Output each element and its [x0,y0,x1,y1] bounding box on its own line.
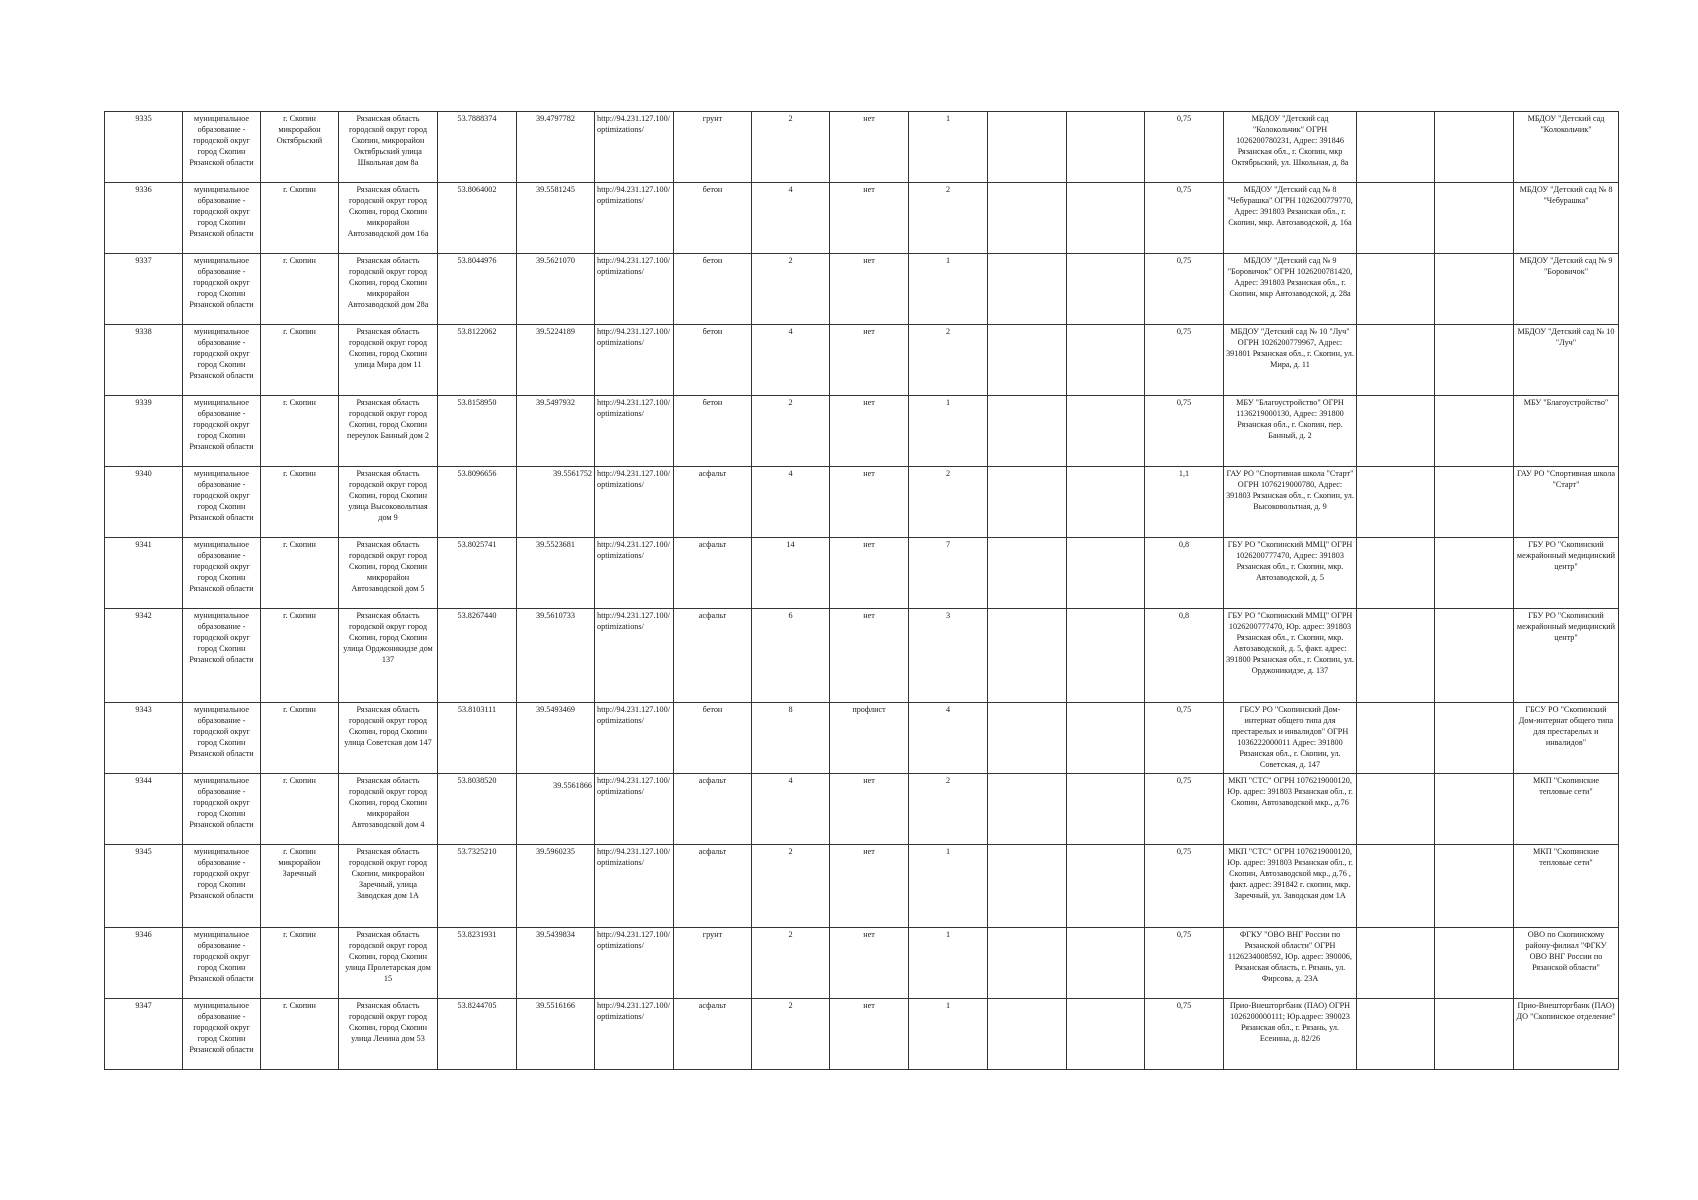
volume-cell: 0,75 [1145,112,1224,183]
owner-cell: Прио-Внешторгбанк (ПАО) ОГРН 1026200000111; Юр.адрес: 390023 Рязанская обл., г. Рязань, ул. Есенина, д. 82/26 [1224,999,1357,1070]
latitude-cell: 53.7325210 [438,845,517,928]
waste-source-cell: Прио-Внешторгбанк (ПАО) ДО "Скопинское отделение" [1514,999,1619,1070]
longitude-cell: 39.5561866 [517,774,595,845]
address-cell: Рязанская область городской округ город Скопин, город Скопин улица Орджоникидзе дом 137 [339,609,438,703]
waste-source-cell: МКП "Скопинские тепловые сети" [1514,774,1619,845]
owner-cell: ГБУ РО "Скопинский ММЦ" ОГРН 1026200777470, Адрес: 391803 Рязанская обл., г. Скопин, мкр. Автозаводской, д. 5 [1224,538,1357,609]
container-count-cell: 2 [752,845,830,928]
row-number: 9345 [105,845,183,928]
empty-cell [1357,999,1435,1070]
waste-source-cell: МБДОУ "Детский сад № 9 "Боровичок" [1514,254,1619,325]
capacity-cell: 1 [909,928,988,999]
url-cell: http://94.231.127.100/optimizations/ [595,325,674,396]
empty-cell [1067,774,1145,845]
fence-cell: нет [830,254,909,325]
waste-source-cell: ГБУ РО "Скопинский межрайонный медицинский центр" [1514,609,1619,703]
latitude-cell: 53.8267440 [438,609,517,703]
owner-cell: ГБСУ РО "Скопинский Дом-интернат общего типа для престарелых и инвалидов" ОГРН 1036222000011 Адрес: 391800 Рязанская обл., г. Скопин, ул. Советская, д. 147 [1224,703,1357,774]
latitude-cell: 53.8096656 [438,467,517,538]
row-number: 9340 [105,467,183,538]
capacity-cell: 7 [909,538,988,609]
capacity-cell: 3 [909,609,988,703]
longitude-cell: 39.5581245 [517,183,595,254]
empty-cell [1435,467,1514,538]
empty-cell [1067,703,1145,774]
url-cell: http://94.231.127.100/optimizations/ [595,774,674,845]
latitude-cell: 53.8103111 [438,703,517,774]
fence-cell: нет [830,396,909,467]
surface-cell: асфальт [674,999,752,1070]
waste-source-cell: МБДОУ "Детский сад № 10 "Луч" [1514,325,1619,396]
row-number: 9337 [105,254,183,325]
surface-cell: бетон [674,703,752,774]
address-cell: Рязанская область городской округ город Скопин, город Скопин микрорайон Автозаводской дом 4 [339,774,438,845]
volume-cell: 0,75 [1145,703,1224,774]
row-number: 9338 [105,325,183,396]
surface-cell: бетон [674,396,752,467]
url-cell: http://94.231.127.100/optimizations/ [595,183,674,254]
settlement-cell: г. Скопин микрорайон Октябрьский [261,112,339,183]
volume-cell: 0,8 [1145,609,1224,703]
empty-cell [988,325,1067,396]
empty-cell [1435,112,1514,183]
container-count-cell: 2 [752,928,830,999]
empty-cell [1067,845,1145,928]
address-cell: Рязанская область городской округ город Скопин, город Скопин улица Ленина дом 53 [339,999,438,1070]
fence-cell: нет [830,774,909,845]
empty-cell [1357,254,1435,325]
empty-cell [1067,467,1145,538]
fence-cell: нет [830,538,909,609]
empty-cell [1067,254,1145,325]
surface-cell: асфальт [674,609,752,703]
volume-cell: 0,8 [1145,538,1224,609]
empty-cell [1357,774,1435,845]
owner-cell: МКП "СТС" ОГРН 1076219000120, Юр. адрес: 391803 Рязанская обл., г. Скопин, Автозаводской мкр., д.76 , факт. адрес: 391842 г. скопин, мкр. Заречный, ул. Заводская дом 1А [1224,845,1357,928]
waste-source-cell: ОВО по Скопинскому району-филиал "ФГКУ ОВО ВНГ России по Рязанской области" [1514,928,1619,999]
empty-cell [1435,396,1514,467]
row-number: 9343 [105,703,183,774]
empty-cell [1357,609,1435,703]
url-cell: http://94.231.127.100/optimizations/ [595,928,674,999]
fence-cell: нет [830,112,909,183]
table-body [105,112,1619,1070]
latitude-cell: 53.8231931 [438,928,517,999]
url-cell: http://94.231.127.100/optimizations/ [595,609,674,703]
empty-cell [1067,999,1145,1070]
waste-source-cell: МКП "Скопинские тепловые сети" [1514,845,1619,928]
empty-cell [1435,609,1514,703]
municipality-cell: муниципальное образование - городской округ город Скопин Рязанской области [183,703,261,774]
surface-cell: бетон [674,325,752,396]
empty-cell [988,845,1067,928]
latitude-cell: 53.8038520 [438,774,517,845]
volume-cell: 0,75 [1145,396,1224,467]
municipality-cell: муниципальное образование - городской округ город Скопин Рязанской области [183,325,261,396]
settlement-cell: г. Скопин [261,396,339,467]
table-row [105,396,1619,467]
empty-cell [1357,325,1435,396]
table-row [105,112,1619,183]
municipality-cell: муниципальное образование - городской округ город Скопин Рязанской области [183,254,261,325]
owner-cell: ФГКУ "ОВО ВНГ России по Рязанской области" ОГРН 1126234008592, Юр. адрес: 390006, Рязанская область, г. Рязань, ул. Фирсова, д. 23А [1224,928,1357,999]
volume-cell: 0,75 [1145,183,1224,254]
url-cell: http://94.231.127.100/optimizations/ [595,538,674,609]
table-row [105,254,1619,325]
table-row [105,183,1619,254]
surface-cell: асфальт [674,845,752,928]
empty-cell [1067,183,1145,254]
surface-cell: грунт [674,112,752,183]
capacity-cell: 1 [909,254,988,325]
municipality-cell: муниципальное образование - городской округ город Скопин Рязанской области [183,538,261,609]
table-row [105,703,1619,774]
settlement-cell: г. Скопин [261,254,339,325]
empty-cell [988,928,1067,999]
fence-cell: нет [830,845,909,928]
capacity-cell: 2 [909,467,988,538]
capacity-cell: 2 [909,183,988,254]
volume-cell: 0,75 [1145,845,1224,928]
surface-cell: бетон [674,183,752,254]
address-cell: Рязанская область городской округ город Скопин, город Скопин улица Пролетарская дом 15 [339,928,438,999]
url-cell: http://94.231.127.100/optimizations/ [595,254,674,325]
longitude-cell: 39.5610733 [517,609,595,703]
waste-source-cell: ГБСУ РО "Скопинский Дом-интернат общего типа для престарелых и инвалидов" [1514,703,1619,774]
fence-cell: нет [830,325,909,396]
empty-cell [1357,928,1435,999]
waste-source-cell: МБДОУ "Детский сад "Колокольчик" [1514,112,1619,183]
settlement-cell: г. Скопин [261,928,339,999]
municipality-cell: муниципальное образование - городской округ город Скопин Рязанской области [183,928,261,999]
longitude-cell: 39.4797782 [517,112,595,183]
empty-cell [1435,774,1514,845]
municipality-cell: муниципальное образование - городской округ город Скопин Рязанской области [183,774,261,845]
empty-cell [1435,845,1514,928]
empty-cell [1067,396,1145,467]
container-count-cell: 2 [752,254,830,325]
municipality-cell: муниципальное образование - городской округ город Скопин Рязанской области [183,112,261,183]
empty-cell [1357,703,1435,774]
empty-cell [1357,396,1435,467]
address-cell: Рязанская область городской округ город Скопин, микрорайон Октябрьский улица Школьная дом 8а [339,112,438,183]
empty-cell [988,999,1067,1070]
address-cell: Рязанская область городской округ город Скопин, микрорайон Заречный, улица Заводская дом 1А [339,845,438,928]
volume-cell: 0,75 [1145,254,1224,325]
municipality-cell: муниципальное образование - городской округ город Скопин Рязанской области [183,845,261,928]
owner-cell: ГБУ РО "Скопинский ММЦ" ОГРН 1026200777470, Юр. адрес: 391803 Рязанская обл., г. Скопин, мкр. Автозаводской, д. 5, факт. адрес: 391800 Рязанская обл., г. Скопин, ул. Орджоникидзе, д. 137 [1224,609,1357,703]
empty-cell [1435,928,1514,999]
address-cell: Рязанская область городской округ город Скопин, город Скопин улица Мира дом 11 [339,325,438,396]
empty-cell [988,703,1067,774]
empty-cell [1357,112,1435,183]
container-count-cell: 2 [752,396,830,467]
waste-site-registry-table [104,111,1619,1070]
url-cell: http://94.231.127.100/optimizations/ [595,112,674,183]
fence-cell: нет [830,999,909,1070]
empty-cell [1435,254,1514,325]
table-row [105,928,1619,999]
container-count-cell: 6 [752,609,830,703]
empty-cell [1435,999,1514,1070]
row-number: 9346 [105,928,183,999]
row-number: 9347 [105,999,183,1070]
address-cell: Рязанская область городской округ город Скопин, город Скопин микрорайон Автозаводской дом 5 [339,538,438,609]
capacity-cell: 1 [909,999,988,1070]
municipality-cell: муниципальное образование - городской округ город Скопин Рязанской области [183,999,261,1070]
fence-cell: нет [830,183,909,254]
address-cell: Рязанская область городской округ город Скопин, город Скопин микрорайон Автозаводской дом 28а [339,254,438,325]
surface-cell: бетон [674,254,752,325]
surface-cell: асфальт [674,774,752,845]
settlement-cell: г. Скопин [261,467,339,538]
capacity-cell: 2 [909,774,988,845]
fence-cell: нет [830,928,909,999]
waste-source-cell: МБУ "Благоустройство" [1514,396,1619,467]
row-number: 9335 [105,112,183,183]
empty-cell [988,774,1067,845]
longitude-cell: 39.5960235 [517,845,595,928]
container-count-cell: 14 [752,538,830,609]
url-cell: http://94.231.127.100/optimizations/ [595,845,674,928]
row-number: 9341 [105,538,183,609]
municipality-cell: муниципальное образование - городской округ город Скопин Рязанской области [183,183,261,254]
url-cell: http://94.231.127.100/optimizations/ [595,703,674,774]
table-row [105,467,1619,538]
owner-cell: МБДОУ "Детский сад № 9 "Боровичок" ОГРН 1026200781420, Адрес: 391803 Рязанская обл., г. Скопин, мкр Автозаводской, д. 28а [1224,254,1357,325]
latitude-cell: 53.7888374 [438,112,517,183]
container-count-cell: 4 [752,774,830,845]
empty-cell [1435,325,1514,396]
surface-cell: асфальт [674,467,752,538]
municipality-cell: муниципальное образование - городской округ город Скопин Рязанской области [183,609,261,703]
municipality-cell: муниципальное образование - городской округ город Скопин Рязанской области [183,396,261,467]
url-cell: http://94.231.127.100/optimizations/ [595,999,674,1070]
surface-cell: асфальт [674,538,752,609]
settlement-cell: г. Скопин [261,703,339,774]
longitude-cell: 39.5516166 [517,999,595,1070]
container-count-cell: 2 [752,112,830,183]
row-number: 9342 [105,609,183,703]
container-count-cell: 8 [752,703,830,774]
empty-cell [988,538,1067,609]
table-row [105,609,1619,703]
settlement-cell: г. Скопин [261,538,339,609]
capacity-cell: 1 [909,112,988,183]
empty-cell [1067,538,1145,609]
owner-cell: МБДОУ "Детский сад № 10 "Луч" ОГРН 1026200779967, Адрес: 391801 Рязанская обл., г. Скопин, ул. Мира, д. 11 [1224,325,1357,396]
container-count-cell: 4 [752,467,830,538]
municipality-cell: муниципальное образование - городской округ город Скопин Рязанской области [183,467,261,538]
longitude-cell: 39.5561752 [517,467,595,538]
empty-cell [1435,183,1514,254]
empty-cell [1357,845,1435,928]
capacity-cell: 2 [909,325,988,396]
capacity-cell: 1 [909,396,988,467]
longitude-cell: 39.5497932 [517,396,595,467]
owner-cell: МКП "СТС" ОГРН 1076219000120, Юр. адрес: 391803 Рязанская обл., г. Скопин, Автозаводской мкр., д.76 [1224,774,1357,845]
latitude-cell: 53.8025741 [438,538,517,609]
container-count-cell: 2 [752,999,830,1070]
address-cell: Рязанская область городской округ город Скопин, город Скопин переулок Банный дом 2 [339,396,438,467]
empty-cell [1067,325,1145,396]
empty-cell [1067,609,1145,703]
row-number: 9344 [105,774,183,845]
row-number: 9339 [105,396,183,467]
latitude-cell: 53.8044976 [438,254,517,325]
empty-cell [988,254,1067,325]
volume-cell: 0,75 [1145,325,1224,396]
container-count-cell: 4 [752,183,830,254]
latitude-cell: 53.8064002 [438,183,517,254]
settlement-cell: г. Скопин [261,999,339,1070]
table-row [105,845,1619,928]
url-cell: http://94.231.127.100/optimizations/ [595,467,674,538]
settlement-cell: г. Скопин микрорайон Заречный [261,845,339,928]
settlement-cell: г. Скопин [261,325,339,396]
settlement-cell: г. Скопин [261,183,339,254]
empty-cell [1357,538,1435,609]
fence-cell: профлист [830,703,909,774]
longitude-cell: 39.5439834 [517,928,595,999]
volume-cell: 1,1 [1145,467,1224,538]
table-row [105,774,1619,845]
waste-source-cell: МБДОУ "Детский сад № 8 "Чебурашка" [1514,183,1619,254]
surface-cell: грунт [674,928,752,999]
address-cell: Рязанская область городской округ город Скопин, город Скопин микрорайон Автозаводской дом 16а [339,183,438,254]
empty-cell [1067,928,1145,999]
owner-cell: МБДОУ "Детский сад № 8 "Чебурашка" ОГРН 1026200779770, Адрес: 391803 Рязанская обл., г. Скопин, мкр. Автозаводской, д. 16а [1224,183,1357,254]
container-count-cell: 4 [752,325,830,396]
longitude-cell: 39.5224189 [517,325,595,396]
empty-cell [988,112,1067,183]
capacity-cell: 1 [909,845,988,928]
longitude-cell: 39.5493469 [517,703,595,774]
fence-cell: нет [830,467,909,538]
empty-cell [1067,112,1145,183]
owner-cell: МБУ "Благоустройство" ОГРН 1136219000130, Адрес: 391800 Рязанская обл., г. Скопин, пер. Банный, д. 2 [1224,396,1357,467]
table-row [105,999,1619,1070]
address-cell: Рязанская область городской округ город Скопин, город Скопин улица Высоковольтная дом 9 [339,467,438,538]
volume-cell: 0,75 [1145,999,1224,1070]
empty-cell [988,609,1067,703]
empty-cell [1357,467,1435,538]
longitude-cell: 39.5523681 [517,538,595,609]
settlement-cell: г. Скопин [261,609,339,703]
owner-cell: ГАУ РО "Спортивная школа "Старт" ОГРН 1076219000780, Адрес: 391803 Рязанская обл., г. Скопин, ул. Высоковольтная, д. 9 [1224,467,1357,538]
fence-cell: нет [830,609,909,703]
waste-source-cell: ГАУ РО "Спортивная школа "Старт" [1514,467,1619,538]
owner-cell: МБДОУ "Детский сад "Колокольчик" ОГРН 1026200780231, Адрес: 391846 Рязанская обл., г. Скопин, мкр Октябрьский, ул. Школьная, д. 8а [1224,112,1357,183]
empty-cell [1435,538,1514,609]
latitude-cell: 53.8158950 [438,396,517,467]
table-row [105,325,1619,396]
empty-cell [1435,703,1514,774]
empty-cell [988,467,1067,538]
url-cell: http://94.231.127.100/optimizations/ [595,396,674,467]
empty-cell [988,183,1067,254]
row-number: 9336 [105,183,183,254]
volume-cell: 0,75 [1145,774,1224,845]
waste-source-cell: ГБУ РО "Скопинский межрайонный медицинский центр" [1514,538,1619,609]
longitude-cell: 39.5621070 [517,254,595,325]
capacity-cell: 4 [909,703,988,774]
empty-cell [988,396,1067,467]
settlement-cell: г. Скопин [261,774,339,845]
latitude-cell: 53.8122062 [438,325,517,396]
address-cell: Рязанская область городской округ город Скопин, город Скопин улица Советская дом 147 [339,703,438,774]
latitude-cell: 53.8244705 [438,999,517,1070]
empty-cell [1357,183,1435,254]
volume-cell: 0,75 [1145,928,1224,999]
table-row [105,538,1619,609]
